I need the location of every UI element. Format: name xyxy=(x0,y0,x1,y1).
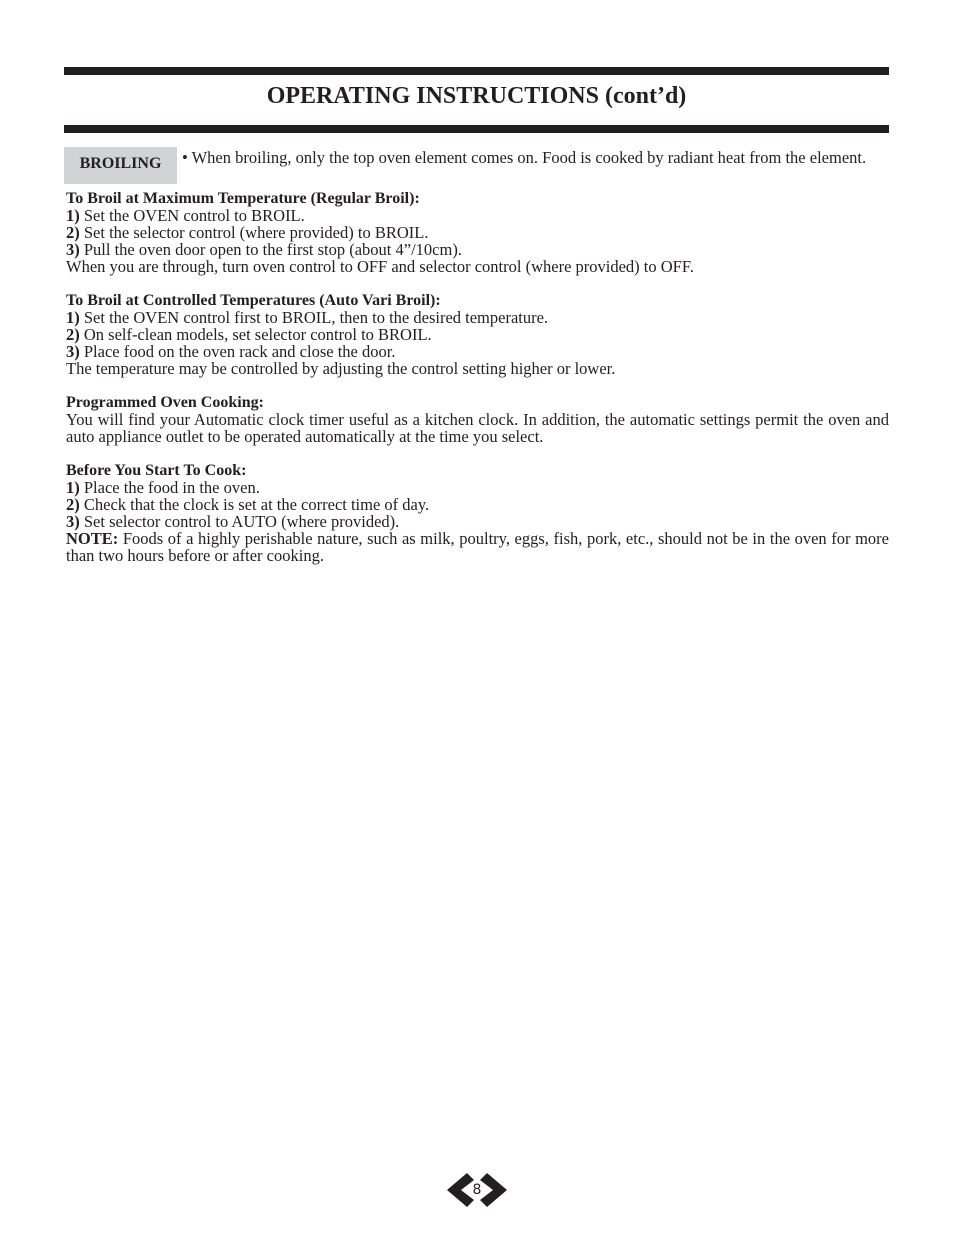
section-heading-regular-broil: To Broil at Maximum Temperature (Regular Broil): xyxy=(66,190,420,207)
broiling-badge: BROILING xyxy=(64,147,177,184)
step-text: Set the OVEN control to BROIL. xyxy=(79,206,305,225)
before-start-step-2 xyxy=(66,496,889,513)
auto-vari-broil-step-2 xyxy=(66,326,889,343)
step-text: Set the selector control (where provided) to BROIL. xyxy=(79,223,429,242)
regular-broil-step-3 xyxy=(66,241,889,258)
step-text: Pull the oven door open to the first stop (about 4”/10cm). xyxy=(79,240,462,259)
section-heading-before-you-start: Before You Start To Cook: xyxy=(66,462,247,479)
top-rule xyxy=(64,67,889,75)
note-paragraph xyxy=(66,530,889,564)
auto-vari-broil-closing: The temperature may be controlled by adjusting the control setting higher or lower. xyxy=(66,359,616,378)
regular-broil-step-2 xyxy=(66,224,889,241)
step-number: 2) xyxy=(66,325,80,344)
step-number: 1) xyxy=(66,478,80,497)
page-number: 8 xyxy=(472,1182,482,1198)
step-text: Set selector control to AUTO (where provided). xyxy=(79,512,400,531)
step-number: 3) xyxy=(66,240,80,259)
instructions-body xyxy=(66,190,889,564)
title-underline-rule xyxy=(64,125,889,133)
programmed-cooking-body: You will find your Automatic clock timer useful as a kitchen clock. In addition, the automatic settings permit the oven and auto appliance outlet to be operated automatically at the time you select. xyxy=(66,410,889,446)
step-text: Set the OVEN control first to BROIL, then to the desired temperature. xyxy=(79,308,549,327)
section-heading-auto-vari-broil: To Broil at Controlled Temperatures (Auto Vari Broil): xyxy=(66,292,441,309)
step-number: 3) xyxy=(66,512,80,531)
regular-broil-step-1 xyxy=(66,207,889,224)
broiling-intro: • When broiling, only the top oven element comes on. Food is cooked by radiant heat from the element. xyxy=(182,148,867,167)
step-text: Check that the clock is set at the correct time of day. xyxy=(79,495,430,514)
regular-broil-closing: When you are through, turn oven control to OFF and selector control (where provided) to OFF. xyxy=(66,257,694,276)
step-number: 3) xyxy=(66,342,80,361)
step-number: 2) xyxy=(66,495,80,514)
auto-vari-broil-step-1 xyxy=(66,309,889,326)
before-start-step-3 xyxy=(66,513,889,530)
note-label: NOTE: xyxy=(66,529,119,548)
auto-vari-broil-step-3 xyxy=(66,343,889,360)
note-text: Foods of a highly perishable nature, such as milk, poultry, eggs, fish, pork, etc., should not be in the oven for more than two hours before or after cooking. xyxy=(66,529,889,565)
step-text: Place food on the oven rack and close the door. xyxy=(79,342,396,361)
step-number: 2) xyxy=(66,223,80,242)
step-text: Place the food in the oven. xyxy=(79,478,260,497)
step-number: 1) xyxy=(66,206,80,225)
page-title: OPERATING INSTRUCTIONS (cont’d) xyxy=(266,83,687,109)
step-text: On self-clean models, set selector control to BROIL. xyxy=(79,325,432,344)
section-heading-programmed-cooking: Programmed Oven Cooking: xyxy=(66,394,264,411)
step-number: 1) xyxy=(66,308,80,327)
before-start-step-1 xyxy=(66,479,889,496)
